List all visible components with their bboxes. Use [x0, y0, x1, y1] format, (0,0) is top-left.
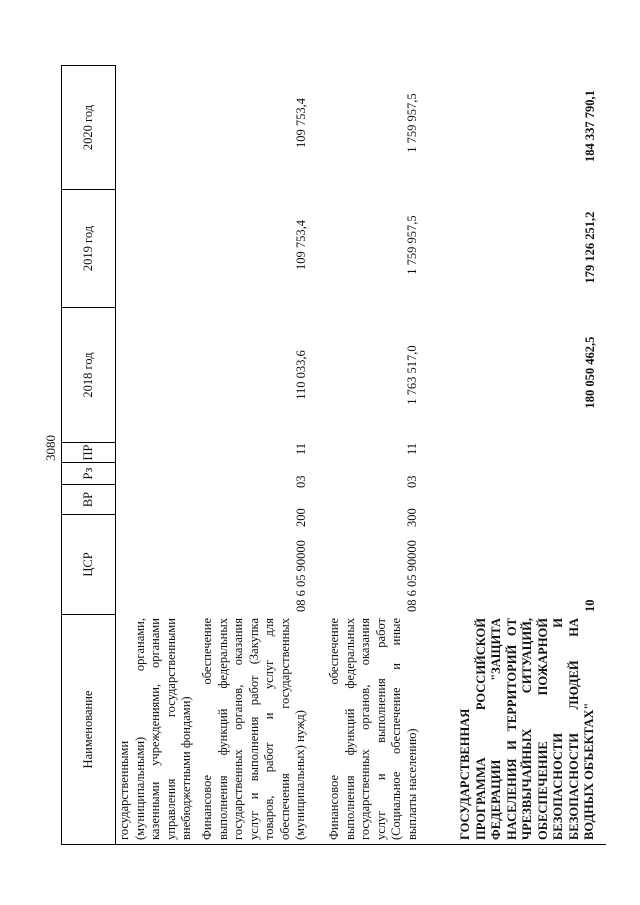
row-pr: 11 [294, 442, 308, 455]
row-2018: 180 050 462,5 [583, 336, 597, 409]
row-2018: 110 033,6 [294, 350, 308, 400]
row-name-line: ФЕДЕРАЦИИ "ЗАЩИТА [489, 618, 503, 840]
header-2018: 2018 год [80, 352, 95, 398]
row-name-line: выплаты населению) [404, 728, 419, 840]
row-csr: 08 6 05 90000 [294, 540, 308, 612]
row-name-cell [117, 616, 195, 842]
budget-table [61, 65, 606, 845]
row-name-line: ГОСУДАРСТВЕННАЯ [458, 708, 472, 840]
row-name-line: государственных органов, оказания [358, 618, 372, 840]
row-2019: 109 753,4 [294, 220, 308, 270]
row-name-line: ВОДНЫХ ОБЪЕКТАХ" [582, 702, 596, 840]
row-vr: 200 [294, 508, 308, 527]
row-name-line: выполнения функций федеральных [215, 618, 230, 840]
row-name-line: внебюджетными фондами) [179, 696, 193, 840]
row-pr: 11 [405, 442, 419, 455]
row-name-line: управления государственными [163, 618, 178, 840]
row-2019: 1 759 957,5 [405, 215, 419, 275]
row-name-line: (Социальное обеспечение и иные [389, 618, 403, 840]
row-rz: 03 [294, 475, 308, 488]
row-name-line: выполнения функций федеральных [342, 618, 357, 840]
row-vr: 300 [405, 508, 419, 527]
row-name-line: обеспечения государственных [277, 618, 292, 840]
row-name-line: ЧРЕЗВЫЧАЙНЫХ СИТУАЦИЙ, [520, 618, 534, 840]
row-name-cell [458, 616, 598, 842]
row-name-line: государственными [117, 740, 131, 840]
header-rz: Рз [80, 467, 95, 480]
row-name-line: (муниципальных) нужд) [293, 710, 307, 840]
header-2019: 2019 год [80, 225, 95, 272]
table-left-border [61, 844, 606, 845]
row-name-line: БЕЗОПАСНОСТИ ЛЮДЕЙ НА [566, 618, 581, 840]
row-2020: 1 759 957,5 [405, 93, 419, 153]
row-name-line: услуг и выполнения работ [373, 618, 388, 840]
header-csr: ЦСР [80, 552, 95, 577]
row-2019: 179 126 251,2 [583, 211, 597, 284]
row-name-line: товаров, работ и услуг для [262, 618, 276, 840]
row-name-line: казенными учреждениями, органами [148, 618, 162, 840]
row-name-line: БЕЗОПАСНОСТИ И [551, 618, 565, 840]
page-number: 3080 [43, 435, 58, 461]
row-name-line: Финансовое обеспечение [327, 618, 341, 840]
header-vr: ВР [80, 491, 95, 508]
row-name-cell [200, 616, 309, 842]
row-name-line: Финансовое обеспечение [200, 618, 214, 840]
row-name-line: государственных органов, оказания [231, 618, 245, 840]
header-bottom-border [115, 65, 116, 845]
row-2020: 184 337 790,1 [583, 90, 597, 162]
row-2018: 1 763 517,0 [405, 345, 419, 405]
row-2020: 109 753,4 [294, 98, 308, 148]
row-name-line: (муниципальными) органами, [132, 618, 147, 840]
row-rz: 03 [405, 475, 419, 488]
header-name: Наименование [80, 690, 95, 769]
row-name-line: НАСЕЛЕНИЯ И ТЕРРИТОРИЙ ОТ [504, 618, 519, 840]
row-csr: 08 6 05 90000 [405, 540, 419, 612]
row-csr: 10 [583, 599, 597, 612]
row-name-cell [327, 616, 420, 842]
row-name-line: ПРОГРАММА РОССИЙСКОЙ [473, 618, 488, 840]
header-2020: 2020 год [80, 104, 95, 151]
header-pr: ПР [80, 444, 95, 461]
row-name-line: услуг и выполнения работ (Закупка [246, 618, 261, 840]
row-name-line: ОБЕСПЕЧЕНИЕ ПОЖАРНОЙ [535, 618, 550, 840]
